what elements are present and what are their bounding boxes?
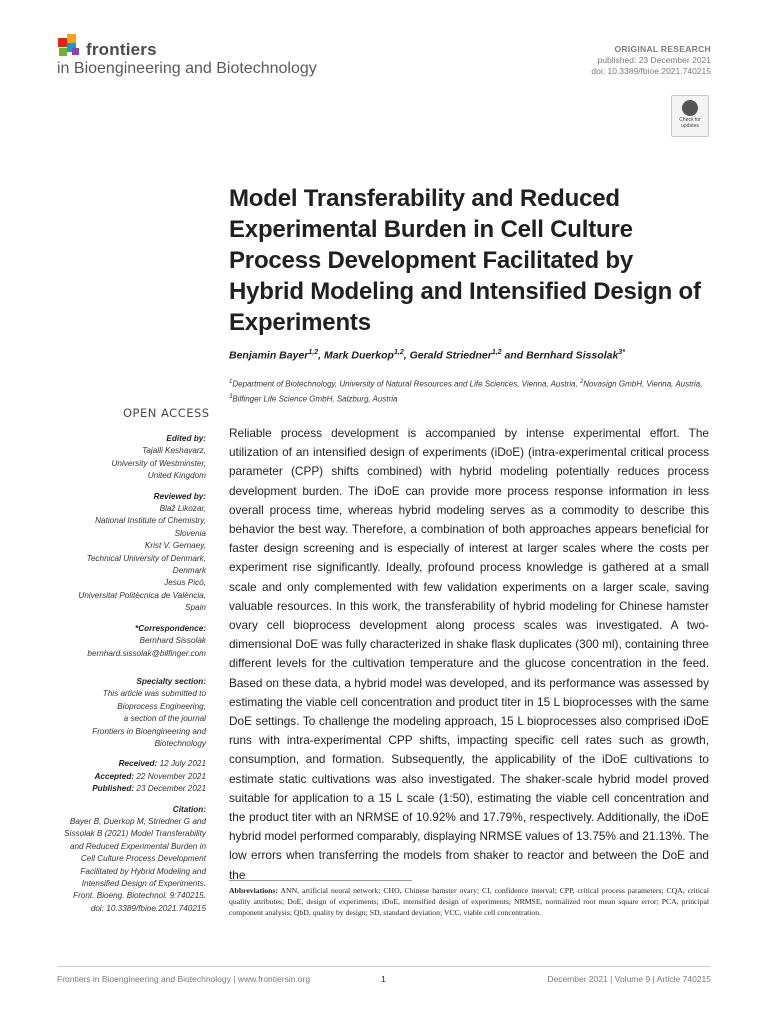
published-label: Published: (92, 784, 135, 794)
edited-by-label: Edited by: (166, 434, 206, 443)
author-name[interactable]: Gerald Striedner (409, 349, 492, 362)
author-name[interactable]: Mark Duerkop (323, 349, 394, 362)
author-sep: and (501, 349, 527, 362)
received-date (40, 758, 206, 770)
brand-name: frontiers (86, 40, 157, 59)
reviewer-line: Jesus Picó, (164, 578, 206, 588)
reviewer-line: Slovenia (174, 528, 206, 538)
correspondence-label: *Correspondence: (135, 623, 206, 633)
affiliations (229, 376, 709, 405)
author-name[interactable]: Benjamin Bayer (229, 349, 309, 362)
badge-line-1: Check for (679, 117, 701, 123)
author-affil-sup: 1,2 (393, 349, 404, 356)
abstract-text: Reliable process development is accompanied by intense experimental effort. The utilization of an intensified design of experiments (iDoE) (intra-experimental critical process parameter (CPP) shifts combined) with hybrid modeling potentially reduces process development burden. The iDoE can provide more process response information in less overall process time, whereas hybrid modeling serves as a commodity to describe this behavior the best way. Therefore, a combination of both approaches appears beneficial for faster design screening and is especially of interest at larger scales where the costs per experiment rise significantly. Ideally, profound process knowledge is gathered at a small scale and only complemented with few validation experiments on a larger scale, saving valuable resources. In this work, the transferability of hybrid modeling for Chinese hamster ovary cell bioprocess development along process scales was investigated. A two-dimensional DoE was fully characterized in shake flask duplicates (300 ml), containing three different levels for the cultivation temperature and the glucose concentration in the feed. Based on these data, a hybrid model was developed, and its performance was assessed by estimating the viable cell concentration and product titer in 15 L bioprocesses with the same DoE settings. To challenge the modeling approach, 15 L bioprocesses also comprised iDoE runs with intra-experimental CPP shifts, impacting specific cell rates such as growth, consumption, and formation. Subsequently, the applicability of the iDoE cultivations to estimate static cultivations was also investigated. The shaker-scale hybrid model proved suitable for application to a 15 L scale (1:50), estimating the viable cell concentration and the product titer with an NRMSE of 10.92% and 17.79%, respectively. Additionally, the iDoE hybrid model performed comparably, displaying NRMSE values of 13.75% and 21.13%. The low errors when transferring the models from shaker to reactor and between the DoE and the (229, 426, 709, 882)
editor-line: Tajalli Keshavarz, (142, 446, 206, 456)
article-title: Model Transferability and Reduced Experimental Burden in Cell Culture Process Development Facilitated by Hybrid Modeling and Intensified Design of Experiments (229, 185, 701, 336)
citation-line: Bayer B, Duerkop M, Striedner G and (69, 816, 206, 826)
specialty-line: a section of the journal (123, 714, 206, 724)
reviewer-line: Spain (185, 603, 206, 613)
author-sep: , (403, 349, 410, 362)
accepted-value: 22 November 2021 (136, 771, 206, 781)
author-affil-sup: 1,2 (491, 349, 502, 356)
correspondence-email-link[interactable]: bernhard.sissolak@bilfinger.com (87, 648, 206, 658)
check-for-updates-badge[interactable] (671, 95, 709, 137)
accepted-label: Accepted: (94, 771, 135, 781)
published-date-side (40, 783, 206, 795)
open-access-label: OPEN ACCESS (123, 406, 210, 420)
author-affil-sup: 3 (618, 349, 623, 356)
published-date: published: 23 December 2021 (597, 55, 711, 65)
received-value: 12 July 2021 (159, 759, 206, 769)
affil-sup: 3 (229, 393, 233, 400)
citation-line: Front. Bioeng. Biotechnol. 9:740215. (73, 891, 206, 901)
reviewer-line: National Institute of Chemistry, (95, 516, 206, 526)
citation-line: and Reduced Experimental Burden in (69, 841, 206, 851)
accepted-date (40, 771, 206, 783)
affil-text: Department of Biotechnology, University of Natural Resources and Life Sciences, Vienna, Austria, (232, 379, 580, 389)
article-info-sidebar (40, 433, 206, 915)
badge-line-2: updates (681, 123, 699, 129)
page-number: 1 (381, 974, 386, 984)
article-doi: doi: 10.3389/fbioe.2021.740215 (591, 66, 711, 76)
reviewer-line: Krist V. Gernaey, (144, 541, 206, 551)
footer-divider (57, 966, 711, 967)
journal-name: in Bioengineering and Biotechnology (57, 60, 317, 77)
reviewer-line: Universitat Politècnica de València, (78, 590, 206, 600)
affil-sup: 1 (229, 379, 233, 385)
specialty-line: Frontiers in Bioengineering and (92, 726, 206, 736)
author-name[interactable]: Bernhard Sissolak (526, 349, 619, 362)
abbreviations-note (229, 885, 709, 919)
specialty-line: Biotechnology (154, 738, 206, 748)
reviewer-line: Denmark (172, 566, 206, 576)
correspondence-name: Bernhard Sissolak (139, 636, 206, 646)
reviewed-by-label: Reviewed by: (153, 491, 206, 501)
citation-line: Sissolak B (2021) Model Transferability (64, 829, 206, 839)
check-updates-icon (682, 100, 698, 116)
citation-line: Facilitated by Hybrid Modeling and (80, 866, 206, 876)
author-sep: , (318, 349, 324, 362)
citation-line: Intensified Design of Experiments. (81, 879, 206, 888)
reviewer-line: Blaž Likozar, (159, 504, 206, 514)
abbreviations-text: ANN, artificial neural network; CHO, Chinese hamster ovary; CI, confidence interval; CPP, critical process parameters; CQA, critical quality attributes; DoE, design of experiments; iDoE, intensified design of experiments; NRMSE, normalized root mean square error; PCA, principal component analysis; QbD, quality by design; SD, standard deviation; VCC, viable cell concentration. (229, 886, 709, 918)
specialty-section-label: Specialty section: (136, 676, 206, 686)
frontiers-logo-icon (58, 34, 82, 60)
affil-text: Novasign GmbH, Vienna, Austria, (583, 379, 703, 389)
abbreviations-divider (229, 880, 412, 881)
corresponding-mark: * (622, 349, 625, 356)
citation-label: Citation: (172, 804, 206, 814)
specialty-line: This article was submitted to (102, 689, 206, 699)
footer-issue-info: December 2021 | Volume 9 | Article 740215 (547, 974, 711, 984)
article-meta (591, 44, 711, 77)
article-type: ORIGINAL RESEARCH (614, 44, 711, 54)
reviewer-line: Technical University of Denmark, (86, 553, 206, 563)
author-affil-sup: 1,2 (308, 349, 319, 356)
published-value: 23 December 2021 (136, 784, 206, 794)
citation-line: Cell Culture Process Development (80, 854, 206, 864)
citation-doi-link[interactable]: doi: 10.3389/fbioe.2021.740215 (90, 903, 206, 913)
abbreviations-label: Abbreviations: (229, 886, 278, 895)
affil-text: Bilfinger Life Science GmbH, Salzburg, Austria (232, 394, 398, 404)
author-list (229, 349, 709, 362)
footer-journal-link[interactable]: Frontiers in Bioengineering and Biotechnology | www.frontiersin.org (57, 974, 311, 984)
received-label: Received: (118, 759, 158, 769)
editor-line: University of Westminster, (111, 458, 206, 468)
editor-line: United Kingdom (147, 471, 206, 481)
affil-sup: 2 (579, 379, 584, 385)
specialty-line: Bioprocess Engineering, (117, 701, 206, 711)
